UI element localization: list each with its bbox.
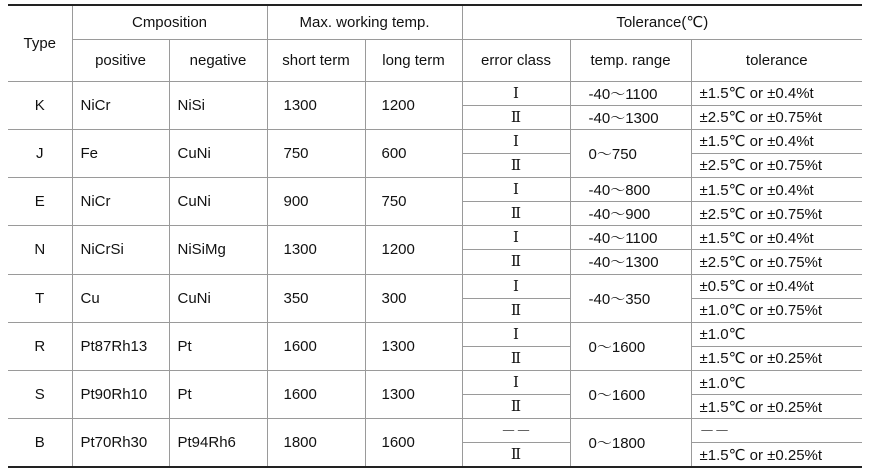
tolerance-cell: ±1.5℃ or ±0.25%t [691, 443, 862, 467]
error-class-cell: Ⅱ [462, 105, 570, 129]
short-term-cell: 350 [267, 274, 365, 322]
type-cell: R [8, 322, 72, 370]
error-class-cell: Ⅰ [462, 178, 570, 202]
long-term-cell: 1600 [365, 419, 462, 467]
tolerance-cell: ±1.5℃ or ±0.25%t [691, 395, 862, 419]
table-row [8, 226, 862, 250]
error-class-cell: Ⅱ [462, 250, 570, 274]
tolerance-cell: ±2.5℃ or ±0.75%t [691, 105, 862, 129]
long-term-cell: 1300 [365, 322, 462, 370]
positive-cell: Pt70Rh30 [72, 419, 169, 467]
table-row [8, 178, 862, 202]
tolerance-cell: ±0.5℃ or ±0.4%t [691, 274, 862, 298]
header-error-class: error class [462, 39, 570, 81]
tolerance-cell: ±1.5℃ or ±0.25%t [691, 346, 862, 370]
type-cell: J [8, 129, 72, 177]
error-class-cell: Ⅱ [462, 346, 570, 370]
negative-cell: CuNi [169, 178, 267, 226]
header-long-term: long term [365, 39, 462, 81]
error-class-cell: Ⅰ [462, 371, 570, 395]
long-term-cell: 600 [365, 129, 462, 177]
temp-range-cell: 0～1600 [570, 322, 691, 370]
short-term-cell: 1300 [267, 81, 365, 129]
tolerance-cell: ±2.5℃ or ±0.75%t [691, 250, 862, 274]
tolerance-cell: ±1.5℃ or ±0.4%t [691, 226, 862, 250]
short-term-cell: 750 [267, 129, 365, 177]
negative-cell: CuNi [169, 274, 267, 322]
header-type: Type [8, 5, 72, 81]
negative-cell: NiSi [169, 81, 267, 129]
error-class-cell: Ⅱ [462, 443, 570, 467]
temp-range-cell: 0～750 [570, 129, 691, 177]
header-negative: negative [169, 39, 267, 81]
header-max-working-temp: Max. working temp. [267, 5, 462, 39]
temp-range-cell: -40～1100 [570, 226, 691, 250]
positive-cell: Pt87Rh13 [72, 322, 169, 370]
temp-range-cell: -40～1300 [570, 105, 691, 129]
long-term-cell: 1300 [365, 371, 462, 419]
error-class-cell: Ⅰ [462, 81, 570, 105]
header-short-term: short term [267, 39, 365, 81]
positive-cell: NiCr [72, 81, 169, 129]
tolerance-cell: ±1.0℃ [691, 322, 862, 346]
error-class-cell: Ⅰ [462, 129, 570, 153]
type-cell: S [8, 371, 72, 419]
positive-cell: NiCr [72, 178, 169, 226]
header-composition: Cmposition [72, 5, 267, 39]
tolerance-cell: ±1.0℃ [691, 371, 862, 395]
short-term-cell: 1600 [267, 371, 365, 419]
positive-cell: Cu [72, 274, 169, 322]
table-row [8, 129, 862, 153]
type-cell: N [8, 226, 72, 274]
tolerance-cell: ±2.5℃ or ±0.75%t [691, 202, 862, 226]
long-term-cell: 1200 [365, 226, 462, 274]
temp-range-cell: 0～1800 [570, 419, 691, 467]
tolerance-cell: ±1.5℃ or ±0.4%t [691, 129, 862, 153]
error-class-cell: Ⅱ [462, 202, 570, 226]
table-row [8, 419, 862, 443]
long-term-cell: 300 [365, 274, 462, 322]
header-temp-range: temp. range [570, 39, 691, 81]
temp-range-cell: -40～350 [570, 274, 691, 322]
short-term-cell: 900 [267, 178, 365, 226]
error-class-cell: Ⅱ [462, 298, 570, 322]
temp-range-cell: -40～1100 [570, 81, 691, 105]
positive-cell: NiCrSi [72, 226, 169, 274]
error-class-cell: Ⅰ [462, 226, 570, 250]
table-row [8, 371, 862, 395]
type-cell: T [8, 274, 72, 322]
error-class-cell: Ⅱ [462, 153, 570, 177]
short-term-cell: 1600 [267, 322, 365, 370]
negative-cell: Pt [169, 371, 267, 419]
negative-cell: Pt [169, 322, 267, 370]
negative-cell: CuNi [169, 129, 267, 177]
header-tolerance-group: Tolerance(℃) [462, 5, 862, 39]
temp-range-cell: -40～900 [570, 202, 691, 226]
tolerance-cell: ±1.5℃ or ±0.4%t [691, 81, 862, 105]
tolerance-cell: ±2.5℃ or ±0.75%t [691, 153, 862, 177]
positive-cell: Pt90Rh10 [72, 371, 169, 419]
tolerance-cell: ±1.5℃ or ±0.4%t [691, 178, 862, 202]
positive-cell: Fe [72, 129, 169, 177]
header-tolerance: tolerance [691, 39, 862, 81]
long-term-cell: 1200 [365, 81, 462, 129]
table-row [8, 322, 862, 346]
temp-range-cell: 0～1600 [570, 371, 691, 419]
type-cell: E [8, 178, 72, 226]
short-term-cell: 1800 [267, 419, 365, 467]
type-cell: B [8, 419, 72, 467]
tolerance-cell: ±1.0℃ or ±0.75%t [691, 298, 862, 322]
error-class-cell: Ⅱ [462, 395, 570, 419]
error-class-cell: －－ [462, 419, 570, 443]
temp-range-cell: -40～800 [570, 178, 691, 202]
negative-cell: NiSiMg [169, 226, 267, 274]
negative-cell: Pt94Rh6 [169, 419, 267, 467]
error-class-cell: Ⅰ [462, 274, 570, 298]
error-class-cell: Ⅰ [462, 322, 570, 346]
temp-range-cell: -40～1300 [570, 250, 691, 274]
tolerance-cell: －－ [691, 419, 862, 443]
header-positive: positive [72, 39, 169, 81]
type-cell: K [8, 81, 72, 129]
table-row [8, 274, 862, 298]
thermocouple-spec-table [8, 4, 862, 468]
short-term-cell: 1300 [267, 226, 365, 274]
table-row [8, 81, 862, 105]
long-term-cell: 750 [365, 178, 462, 226]
